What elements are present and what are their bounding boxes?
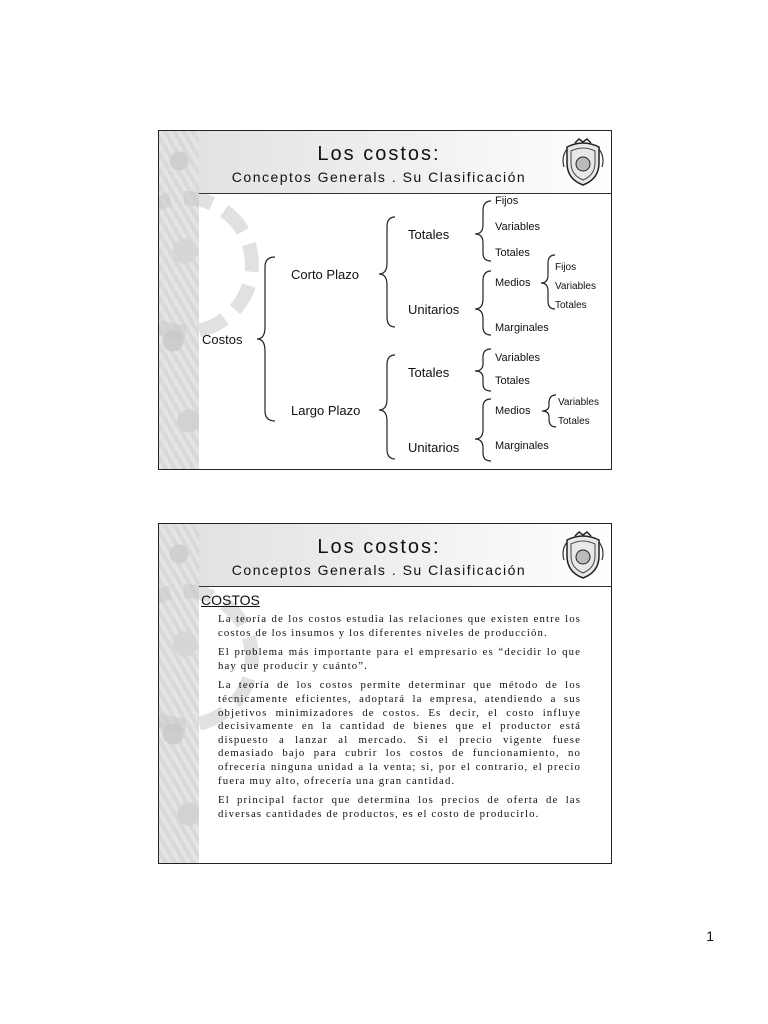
- node-largo-plazo: Largo Plazo: [291, 403, 361, 418]
- node-costos: Costos: [202, 332, 243, 347]
- slide-body-text: [218, 613, 581, 827]
- node-cp-uni-marginales: Marginales: [495, 322, 549, 334]
- node-lp-unitarios: Unitarios: [408, 440, 460, 455]
- slide-subtitle: Conceptos Generals . Su Clasificación: [231, 562, 527, 578]
- tree-brackets: [159, 131, 611, 469]
- node-cp-tot-totales: Totales: [495, 247, 530, 259]
- node-cp-unitarios: Unitarios: [408, 302, 460, 317]
- node-cp-tot-fijos: Fijos: [495, 195, 519, 207]
- slide-title: Los costos:: [317, 143, 441, 165]
- paragraph: El problema más importante para el empresario es “decidir lo que hay que producir y cuánto”.: [218, 646, 581, 672]
- paragraph: La teoría de los costos estudia las relaciones que existen entre los costos de los insumos y los diferentes niveles de producción.: [218, 613, 581, 639]
- node-cp-med-variables: Variables: [555, 281, 596, 292]
- node-cp-med-fijos: Fijos: [555, 262, 577, 273]
- node-cp-uni-medios: Medios: [495, 277, 531, 289]
- gear-decoration: [159, 524, 199, 863]
- slide-classification-tree: [158, 130, 612, 470]
- page-number: 1: [706, 928, 714, 944]
- section-heading: COSTOS: [201, 592, 260, 608]
- node-lp-uni-marginales: Marginales: [495, 440, 549, 452]
- slide-costos-text: [158, 523, 612, 864]
- node-cp-totales: Totales: [408, 227, 450, 242]
- node-lp-tot-totales: Totales: [495, 375, 530, 387]
- node-corto-plazo: Corto Plazo: [291, 267, 359, 282]
- node-cp-med-totales: Totales: [555, 300, 587, 311]
- node-lp-uni-medios: Medios: [495, 405, 531, 417]
- cost-classification-tree: [159, 131, 611, 469]
- paragraph: La teoría de los costos permite determinar que método de los técnicamente eficientes, adoptará la empresa, atendiendo a sus objetivos minimizadores de costos. Es decir, el costo influye decisivamente en la cantidad de bienes que el productor está dispuesto a lanzar al mercado. Si el precio vigente fuese demasiado bajo para cubrir los costos de funcionamiento, no ofrecería ninguna unidad a la venta; si, por el contrario, el precio fuera muy alto, ofrecería una gran cantidad.: [218, 679, 581, 787]
- slide-title: Los costos:: [317, 536, 441, 558]
- node-lp-med-variables: Variables: [558, 397, 599, 408]
- university-crest-icon: [561, 530, 605, 580]
- node-lp-tot-variables: Variables: [495, 352, 541, 364]
- slide-header: [199, 524, 611, 587]
- node-lp-med-totales: Totales: [558, 416, 590, 427]
- slide-subtitle: Conceptos Generals . Su Clasificación: [231, 169, 527, 185]
- node-lp-totales: Totales: [408, 365, 450, 380]
- paragraph: El principal factor que determina los precios de oferta de las diversas cantidades de productos, es el costo de producirlo.: [218, 794, 581, 820]
- node-cp-tot-variables: Variables: [495, 221, 541, 233]
